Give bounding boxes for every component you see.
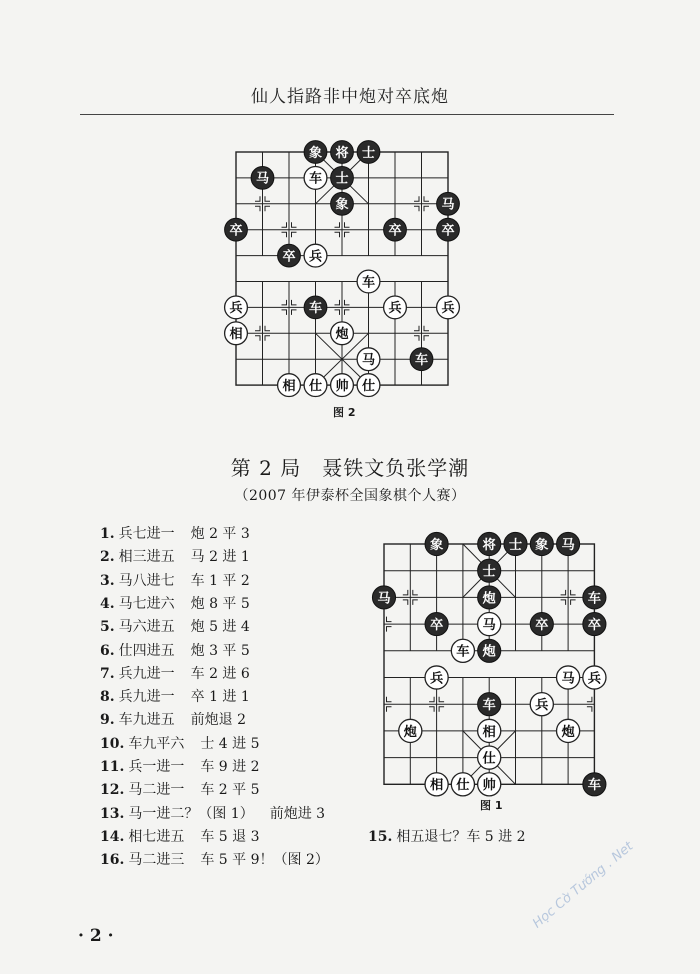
piece-label: 兵 [388, 301, 402, 317]
piece-black [478, 532, 501, 555]
piece-label: 马 [361, 352, 376, 368]
piece-black [331, 141, 354, 164]
position-marker [335, 232, 340, 237]
book-title: 仙人指路非中炮对卒底炮 [251, 87, 449, 107]
move-row [100, 805, 325, 823]
piece-black [251, 167, 274, 190]
piece-label: 车 [587, 778, 602, 794]
move-row [100, 688, 250, 706]
piece-label: 车 [361, 275, 376, 291]
move-row [100, 595, 250, 613]
position-marker [429, 697, 434, 702]
red-move: 马二进一 [128, 782, 185, 799]
piece-label: 兵 [429, 671, 444, 687]
piece-label: 象 [335, 197, 349, 213]
piece-label: 兵 [308, 249, 323, 265]
position-marker [265, 326, 270, 331]
black-move: 炮 5 进 4 [190, 619, 250, 636]
piece-label: 卒 [229, 223, 243, 239]
piece-red [451, 773, 474, 796]
page-number: · 2 · [78, 926, 114, 946]
piece-label: 兵 [587, 671, 602, 687]
piece-red [278, 374, 301, 397]
piece-label: 卒 [535, 617, 549, 633]
move-number: 16. [100, 852, 125, 869]
red-move: 兵九进一 [118, 689, 175, 706]
piece-black [557, 532, 580, 555]
piece-red [583, 666, 606, 689]
piece-label: 相 [229, 327, 243, 343]
position-marker [255, 326, 260, 331]
piece-red [478, 746, 501, 769]
red-move: 兵七进一 [118, 526, 175, 542]
move-row [100, 711, 246, 729]
red-move: 车九平六 [128, 735, 185, 752]
piece-label: 卒 [441, 223, 455, 239]
piece-red [425, 773, 448, 796]
diagram-1-caption: 图 1 [480, 799, 503, 812]
game-title: 第 2 局 聂铁文负张学潮 [230, 456, 470, 480]
red-move: 相七进五 [128, 828, 185, 845]
move-number: 4. [100, 595, 115, 612]
red-move: 兵一进一 [128, 759, 185, 775]
piece-red [331, 374, 354, 397]
move-number: 8. [100, 689, 115, 706]
piece-black [372, 586, 395, 609]
move-number: 7. [100, 665, 115, 682]
position-marker [414, 326, 419, 331]
position-marker [387, 627, 392, 632]
piece-label: 士 [482, 564, 496, 580]
black-move: 车 5 平 9！（图 2） [200, 852, 329, 869]
piece-label: 车 [308, 301, 323, 317]
piece-black [530, 532, 553, 555]
position-marker [345, 232, 350, 237]
piece-label: 将 [482, 537, 496, 553]
watermark: Học Cờ Tướng . Net [530, 838, 637, 932]
move-number: 6. [100, 642, 115, 659]
piece-label: 仕 [308, 378, 323, 394]
piece-label: 马 [482, 617, 496, 633]
piece-red [425, 666, 448, 689]
position-marker [255, 196, 260, 201]
piece-black [583, 613, 606, 636]
position-marker [335, 300, 340, 305]
position-marker [439, 707, 444, 712]
header-rule [80, 114, 614, 115]
piece-label: 卒 [388, 223, 402, 239]
move-number: 2. [100, 549, 115, 566]
piece-black [304, 141, 327, 164]
piece-black [410, 348, 433, 371]
move-row [100, 572, 250, 590]
position-marker [292, 222, 297, 227]
move-number: 14. [100, 828, 125, 845]
black-move: 前炮进 3 [269, 805, 326, 822]
piece-label: 象 [429, 537, 444, 553]
red-move: 马六进五 [118, 619, 175, 636]
diagram-2-caption: 图 2 [333, 406, 356, 419]
position-marker [424, 336, 429, 341]
piece-red [478, 773, 501, 796]
black-move: 马 2 进 1 [190, 549, 250, 566]
position-marker [571, 590, 576, 595]
move-number: 15. [368, 829, 393, 845]
red-move: 马一进二？（图 1） [128, 805, 254, 822]
game-subtitle: （2007 年伊泰杯全国象棋个人赛） [234, 488, 466, 504]
black-move: 车 1 平 2 [190, 572, 250, 589]
position-marker [561, 590, 566, 595]
move-number: 12. [100, 782, 125, 799]
position-marker [292, 310, 297, 315]
piece-label: 马 [561, 537, 575, 553]
piece-label: 仕 [361, 378, 376, 394]
move-row [100, 548, 250, 566]
red-move: 马七进六 [118, 595, 175, 612]
position-marker [335, 222, 340, 227]
piece-label: 相 [482, 724, 496, 740]
piece-label: 卒 [429, 617, 444, 633]
position-marker [292, 232, 297, 237]
piece-label: 相 [282, 378, 296, 394]
piece-red [225, 296, 248, 319]
black-move: 前炮退 2 [190, 712, 246, 729]
piece-black [331, 167, 354, 190]
piece-black [504, 532, 527, 555]
position-marker [587, 697, 592, 702]
piece-black [478, 693, 501, 716]
move-number: 9. [100, 712, 115, 729]
move-number: 3. [100, 572, 115, 589]
position-marker [345, 310, 350, 315]
piece-label: 士 [508, 537, 523, 553]
position-marker [413, 590, 418, 595]
piece-red [304, 244, 327, 267]
position-marker [587, 707, 592, 712]
black-move: 车 2 进 6 [190, 665, 250, 682]
position-marker [424, 206, 429, 211]
position-marker [403, 590, 408, 595]
position-marker [265, 196, 270, 201]
position-marker [282, 300, 287, 305]
piece-label: 将 [335, 145, 349, 161]
red-move: 车九进五 [118, 712, 175, 729]
piece-label: 兵 [535, 698, 549, 714]
piece-label: 仕 [482, 751, 496, 767]
piece-black [278, 244, 301, 267]
black-move: 车 9 进 2 [200, 759, 260, 775]
red-move: 相三进五 [118, 549, 175, 566]
piece-label: 相 [429, 778, 444, 794]
position-marker [413, 600, 418, 605]
diagram-1-board [377, 537, 608, 794]
piece-label: 仕 [456, 778, 470, 794]
position-marker [345, 222, 350, 227]
piece-label: 炮 [482, 591, 496, 607]
move-row [100, 642, 250, 660]
piece-label: 马 [377, 591, 391, 607]
piece-label: 车 [456, 644, 470, 660]
black-move: 炮 3 平 5 [190, 642, 250, 659]
black-move: 车 5 退 3 [200, 828, 260, 845]
position-marker [292, 300, 297, 305]
position-marker [387, 617, 392, 622]
piece-label: 兵 [441, 301, 455, 317]
move-number: 11. [100, 759, 125, 775]
position-marker [255, 336, 260, 341]
position-marker [561, 600, 566, 605]
piece-black [437, 192, 460, 215]
piece-label: 象 [308, 145, 323, 161]
piece-label: 炮 [403, 724, 417, 740]
move-row [100, 851, 329, 869]
position-marker [282, 310, 287, 315]
position-marker [403, 600, 408, 605]
move-number: 10. [100, 735, 125, 752]
piece-black [478, 639, 501, 662]
piece-black [437, 218, 460, 241]
piece-red [331, 322, 354, 345]
move-row [100, 735, 260, 753]
position-marker [387, 707, 392, 712]
piece-red [384, 296, 407, 319]
piece-label: 马 [561, 671, 575, 687]
piece-red [357, 270, 380, 293]
piece-label: 象 [535, 537, 549, 553]
piece-red [557, 719, 580, 742]
piece-black [583, 773, 606, 796]
position-marker [424, 326, 429, 331]
move-row [100, 828, 260, 846]
move-number: 1. [100, 526, 115, 542]
position-marker [439, 697, 444, 702]
position-marker [282, 222, 287, 227]
piece-red [399, 719, 422, 742]
black-move: 卒 1 进 1 [190, 689, 250, 706]
piece-label: 卒 [282, 249, 296, 265]
piece-black [583, 586, 606, 609]
diagram-2-board [229, 145, 456, 394]
position-marker [414, 336, 419, 341]
move-number: 5. [100, 619, 115, 636]
piece-red [304, 374, 327, 397]
move-row [100, 665, 250, 683]
piece-black [425, 613, 448, 636]
piece-black [225, 218, 248, 241]
piece-label: 炮 [335, 327, 349, 343]
move-15 [368, 826, 526, 846]
black-move: 士 4 进 5 [200, 735, 260, 752]
red-move: 兵九进一 [118, 665, 175, 682]
piece-label: 车 [414, 352, 429, 368]
red-move: 相五退七？ [396, 829, 467, 845]
position-marker [345, 300, 350, 305]
piece-label: 卒 [587, 617, 602, 633]
move-number: 13. [100, 805, 125, 822]
move-row [100, 758, 260, 776]
position-marker [571, 600, 576, 605]
position-marker [335, 310, 340, 315]
position-marker [414, 196, 419, 201]
piece-label: 兵 [229, 301, 243, 317]
position-marker [424, 196, 429, 201]
piece-black [425, 532, 448, 555]
piece-label: 帅 [482, 778, 496, 794]
red-move: 马八进七 [118, 572, 175, 589]
piece-black [357, 141, 380, 164]
piece-label: 车 [482, 698, 496, 714]
piece-red [478, 613, 501, 636]
red-move: 仕四进五 [118, 642, 175, 659]
piece-black [384, 218, 407, 241]
piece-label: 帅 [335, 378, 349, 394]
position-marker [282, 232, 287, 237]
position-marker [414, 206, 419, 211]
black-move: 车 2 平 5 [200, 782, 260, 799]
position-marker [265, 336, 270, 341]
piece-label: 车 [308, 171, 323, 187]
piece-black [478, 586, 501, 609]
piece-label: 马 [255, 171, 270, 187]
piece-black [530, 613, 553, 636]
piece-red [357, 348, 380, 371]
piece-label: 车 [587, 591, 602, 607]
red-move: 马二进三 [128, 852, 185, 869]
piece-label: 士 [361, 145, 376, 161]
piece-red [357, 374, 380, 397]
position-marker [429, 707, 434, 712]
position-marker [387, 697, 392, 702]
piece-label: 士 [335, 171, 349, 187]
piece-red [478, 719, 501, 742]
piece-label: 马 [441, 197, 455, 213]
piece-red [530, 693, 553, 716]
move-row [100, 525, 250, 543]
position-marker [265, 206, 270, 211]
move-row [100, 618, 250, 636]
piece-red [437, 296, 460, 319]
piece-red [451, 639, 474, 662]
piece-black [304, 296, 327, 319]
move-row [100, 781, 260, 799]
piece-red [557, 666, 580, 689]
black-move: 炮 2 平 3 [190, 526, 250, 542]
black-move: 炮 8 平 5 [190, 595, 250, 612]
piece-label: 炮 [482, 644, 496, 660]
position-marker [255, 206, 260, 211]
piece-black [478, 559, 501, 582]
piece-black [331, 192, 354, 215]
piece-red [304, 167, 327, 190]
black-move: 车 5 进 2 [466, 829, 526, 845]
piece-red [225, 322, 248, 345]
piece-label: 炮 [561, 724, 575, 740]
